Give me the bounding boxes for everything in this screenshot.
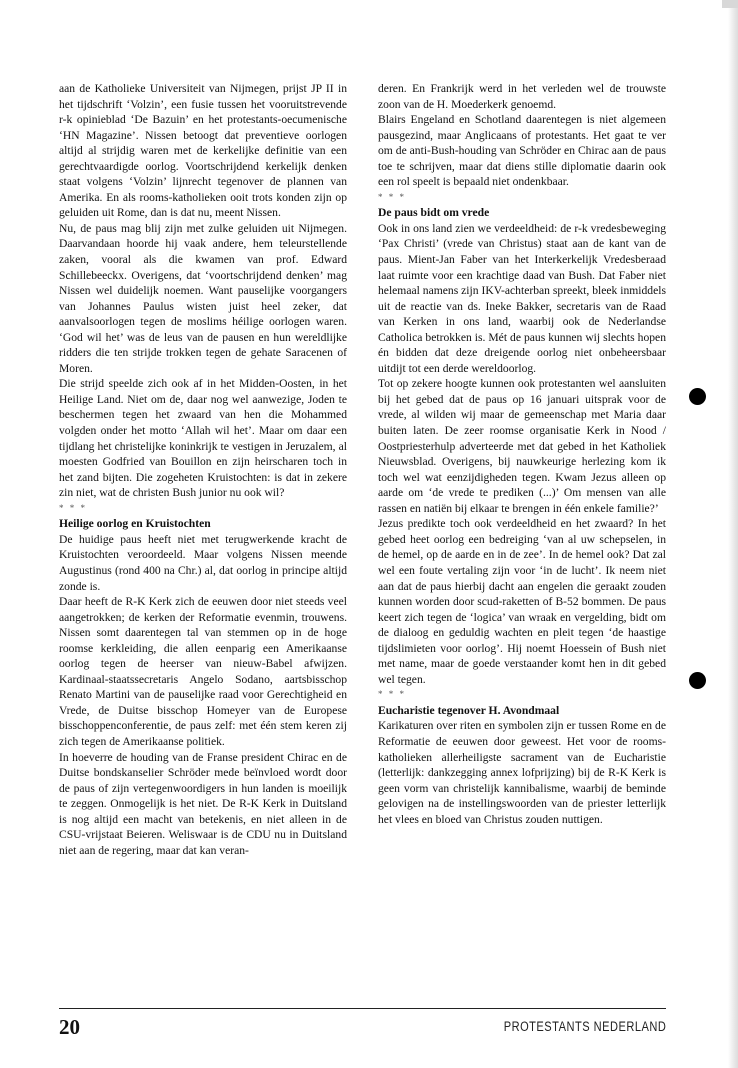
right-paragraph-4: Tot op zekere hoogte kunnen ook protestanten wel aansluiten bij het gebed dat de paus op 16 januari uitsprak voor de vrede, al wilden wij maar de gemeenschap met Maria daar buiten laten. De zeer roomse organisatie Kerk in Nood / Oostpriesterhulp adverteerde met dat gebed in het Katholiek Nieuwsblad. Overigens, bij nauwkeurige herlezing kom ik toch wel wat eenzijdigheden tegen. Kwam Jezus alleen op aarde om ‘de vrede te prediken (...)’ Om mensen van alle rassen en natiën bij elkaar te brengen in één enkele familie?’ xyxy=(378,377,666,515)
section-separator: * * * xyxy=(378,689,406,700)
right-paragraph-2: Blairs Engeland en Schotland daarentegen is niet algemeen pausgezind, maar Anglicaans of protestants. Het gaat te ver om de anti-Bush-houding van Schröder en Chirac aan de paus toe te schrijven, maar dat diens stille diplomatie daarin ook een rol speelt is bepaald niet ondenkbaar. xyxy=(378,113,666,189)
left-paragraph-6: In hoeverre de houding van de Franse president Chirac en de Duitse bondskanselier Schröder mede beïnvloed wordt door de paus of zijn vertegenwoordigers in hun landen is moeilijk te zeggen. Onmogelijk is het niet. De R-K Kerk in Duitsland is nog altijd een macht van betekenis, en niet alleen in de CSU-vrijstaat Beieren. Weliswaar is de CDU nu in Duitsland niet aan de regering, maar dat kan veran- xyxy=(59,750,347,857)
left-paragraph-1: aan de Katholieke Universiteit van Nijmegen, prijst JP II in het tijdschrift ‘Volzin’, een fusie tussen het vooruitstrevende r-k opinieblad ‘De Bazuin’ en het protestants-oecumenische ‘HN Magazine’. Nissen betoogt dat preventieve oorlogen altijd al strijdig waren met de kerkelijke definitie van een gerechtvaardigde oorlog. Voortschrijdend kerkelijk denken staat volgens ‘Volzin’ lijnrecht tegenover de plannen van Amerika. En als rooms-katholieken ooit trots konden zijn op geluiden uit Rome, dan is dat nu, meent Nissen. xyxy=(59,82,347,220)
right-paragraph-6: Karikaturen over riten en symbolen zijn er tussen Rome en de Reformatie de eeuwen door geweest. Het voor de rooms-katholieken allerheiligste sacrament van de Eucharistie (letterlijk: dankzegging annex lofprijzing) bij de R-K Kerk is geen vorm van christelijk kannibalisme, waarbij de beminde gelovigen na de instellingswoorden van de priester letterlijk het vlees en bloed van Christus zouden nuttigen. xyxy=(378,719,666,826)
left-paragraph-4: De huidige paus heeft niet met terugwerkende kracht de Kruistochten veroordeeld. Maar volgens Nissen meende Augustinus (rond 400 na Chr.) al, dat oorlog in principe altijd zonde is. xyxy=(59,532,347,593)
right-paragraph-5: Jezus predikte toch ook verdeeldheid en het zwaard? In het gebed heet oorlog een bedreiging ‘van al uw schepselen, in de hemel, op de aarde en in de zee’. In de hemel ook? Dat zal wel een foute vertaling zijn voor ‘in de lucht’. Ik neem niet aan dat de paus hierbij dacht aan engelen die geraakt zouden kunnen worden door scud-raketten of B-52 bommen. De paus keert zich tegen de ‘logica’ van wraak en vergelding, bidt om de dialoog en geduldig wachten en pleit tegen ‘de haastige tijdslimieten voor oorlog’. Hij noemt Hoessein of Bush niet met name, maar de goede verstaander komt hen in dit gebed wel tegen. xyxy=(378,517,666,686)
left-paragraph-5: Daar heeft de R-K Kerk zich de eeuwen door niet steeds veel aangetrokken; de kerken der Reformatie evenmin, trouwens. Nissen somt daarentegen tal van stemmen op in de hoge roomse kerkleiding, die allen eenparig een Amerikaanse oorlog tegen de heerser van nieuw-Babel afwijzen. Kardinaal-staatssecretaris Angelo Sodano, aartsbisschop Renato Martini van de pauselijke raad voor Gerechtigheid en Vrede, de Duitse bisschop Homeyer van de Europese bisschoppenconferentie, de paus zelf: met één stem keren zij zich tegen de Amerikaanse politiek. xyxy=(59,595,347,748)
punch-hole-upper xyxy=(689,388,706,405)
page-edge-shadow xyxy=(728,0,738,1068)
magazine-name: PROTESTANTS NEDERLAND xyxy=(503,1019,666,1034)
right-paragraph-1: deren. En Frankrijk werd in het verleden wel de trouwste zoon van de H. Moederkerk genoemd. xyxy=(378,82,666,111)
section-separator: * * * xyxy=(378,191,406,202)
section-separator: * * * xyxy=(59,502,87,513)
section-heading-heilige-oorlog: Heilige oorlog en Kruistochten xyxy=(59,517,211,531)
left-paragraph-2: Nu, de paus mag blij zijn met zulke geluiden uit Nijmegen. Daarvandaan hoorde hij vaak andere, hem teleurstellende zaken, vooral als die kwamen van prof. Edward Schillebeeckx. Overigens, dat ‘voortschrijdend denken’ mag Nissen wel duidelijk noemen. Want pauselijke voorgangers van Johannes Paulus wisten juist heel zeker, dat aanvalsoorlogen tegen de moslims héilige oorlogen waren. ‘God wil het’ was de leus van de pausen en hun wereldlijke ridders die ten strijde trokken tegen de gehate Saracenen of Moren. xyxy=(59,221,347,375)
right-column xyxy=(378,81,666,827)
footer-divider xyxy=(59,1008,666,1009)
left-column xyxy=(59,81,347,858)
page-number: 20 xyxy=(59,1015,80,1039)
section-heading-eucharistie: Eucharistie tegenover H. Avondmaal xyxy=(378,703,560,717)
left-paragraph-3: Die strijd speelde zich ook af in het Midden-Oosten, in het Heilige Land. Niet om de, daar nog wel aanwezige, Joden te beschermen tegen het zwaard van hen die Mohammed volgden onder het motto ‘Allah wil het’. Maar om daar een tijdlang het christelijke koninkrijk te vestigen in Jeruzalem, al moesten Godfried van Bouillon en zijn heirscharen toch in het zand bijten. Die zogeheten Kruistochten: is dat in zekere zin niet, wat de christen Bush junior nu ook wil? xyxy=(59,377,347,500)
punch-hole-lower xyxy=(689,672,706,689)
section-heading-paus-bidt: De paus bidt om vrede xyxy=(378,206,490,220)
scan-corner-mark xyxy=(722,0,738,8)
right-paragraph-3: Ook in ons land zien we verdeeldheid: de r-k vredesbeweging ‘Pax Christi’ (vrede van Christus) staat aan de kant van de paus. Mient-Jan Faber van het Interkerkelijk Vredesberaad laat ruimte voor een krachtige daad van Bush. Dat Faber niet helemaal namens zijn IKV-achterban spreekt, bleek inmiddels uit de reactie van ds. Ineke Bakker, secretaris van de Raad van Kerken in ons land, waarbij ook de Nederlandse Catholica betrokken is. Mét de paus kunnen wij slechts hopen én bidden dat deze dreigende oorlog niet onbeheersbaar uitdijt tot een derde wereldoorlog. xyxy=(378,221,666,375)
